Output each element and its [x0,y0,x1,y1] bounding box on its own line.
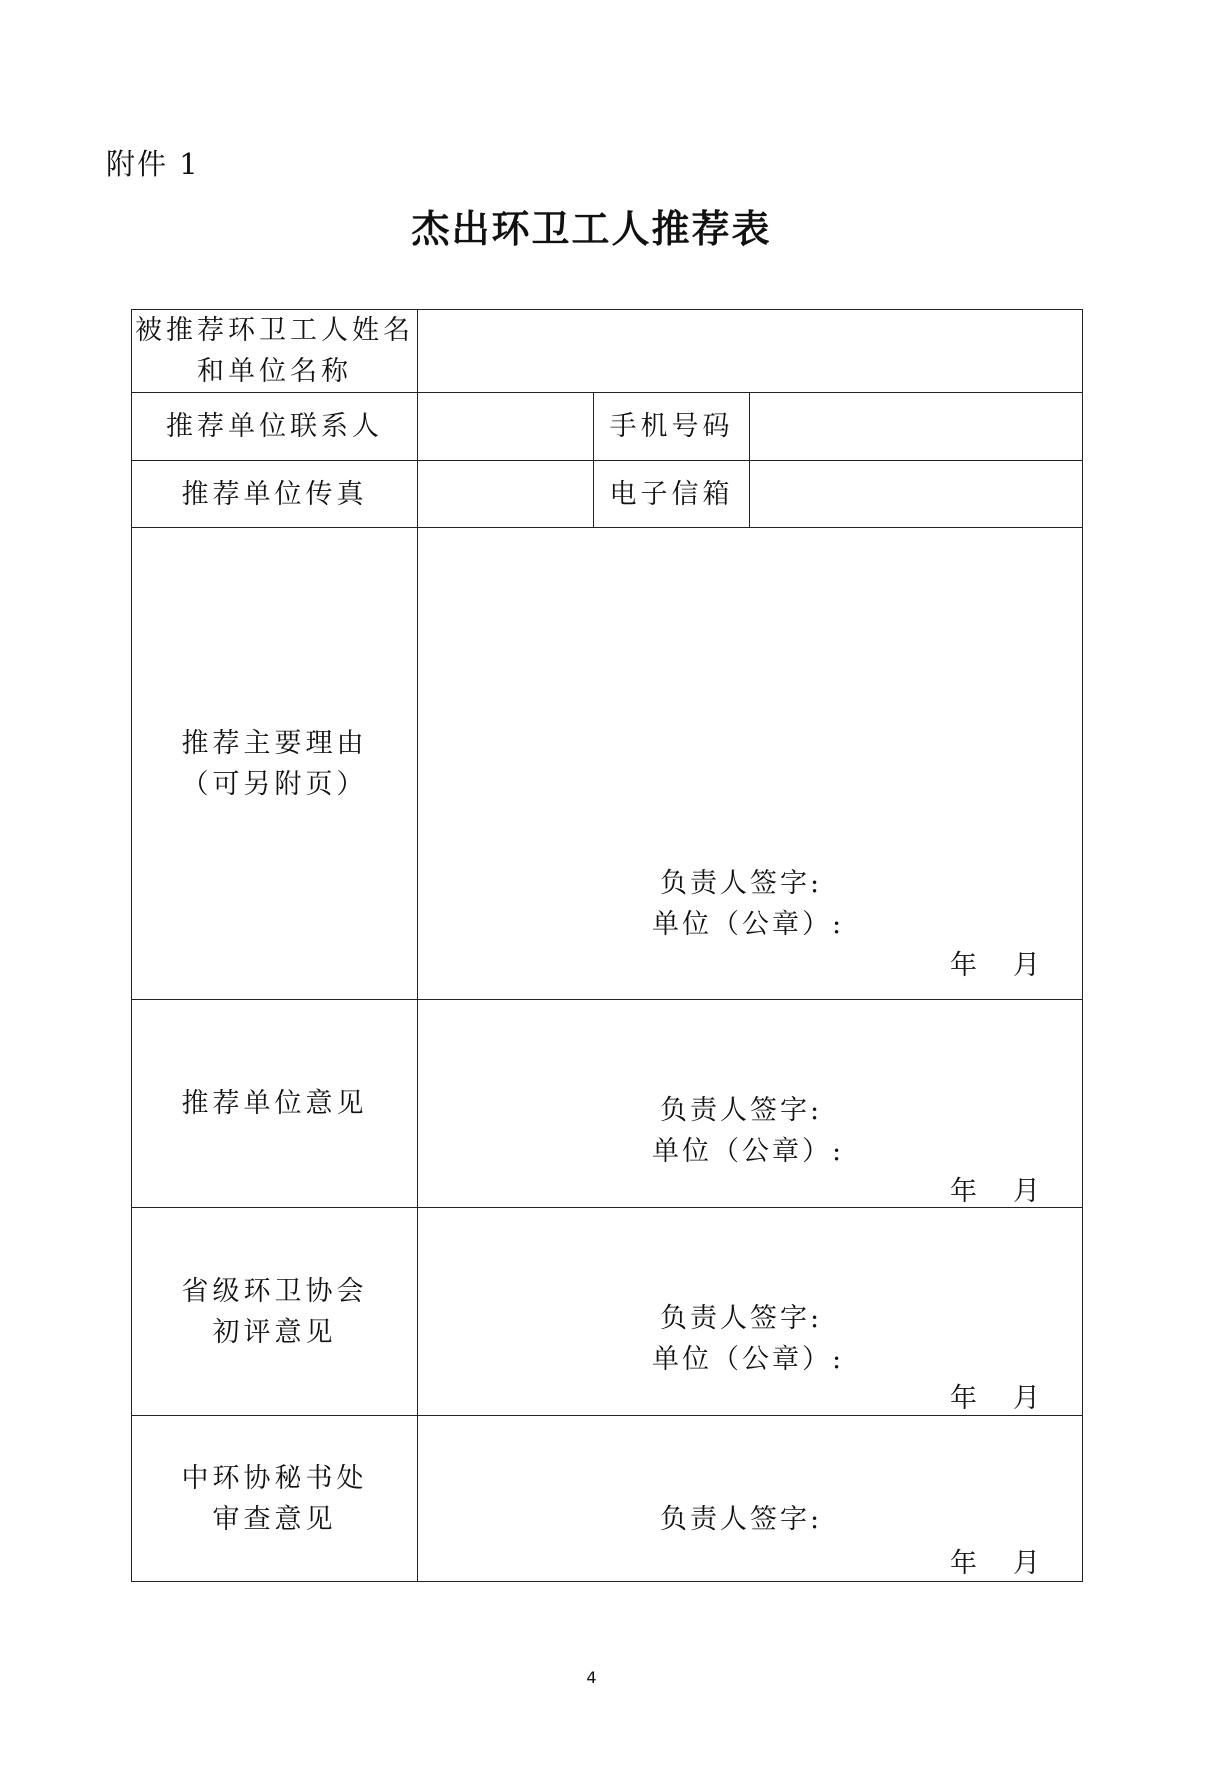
reasons-label-line2: （可另附页） [181,768,368,800]
reasons-date-year: 年 [950,950,980,981]
reasons-date [950,943,1042,982]
document-title: 杰出环卫工人推荐表 [411,207,772,251]
name-unit-value-field[interactable] [418,310,1083,393]
phone-label: 手机号码 [594,393,750,461]
reasons-label-line1: 推荐主要理由 [181,727,368,759]
name-unit-label-line1: 被推荐环卫工人姓名 [135,315,414,346]
unit-opinion-seal-label: 单位（公章）: [652,1136,845,1167]
unit-opinion-date-year: 年 [950,1176,980,1207]
unit-opinion-date-month: 月 [1013,1176,1043,1207]
unit-opinion-signature-label: 负责人签字: [660,1095,823,1126]
phone-value-field[interactable] [750,393,1083,461]
provincial-date-month: 月 [1013,1383,1043,1414]
recommendation-form-table [131,309,1083,1582]
provincial-signature-block [652,1298,844,1380]
contact-label: 推荐单位联系人 [132,393,418,461]
secretariat-label-line1: 中环协秘书处 [181,1462,368,1494]
row-reasons [132,528,1083,1000]
unit-opinion-date [950,1169,1042,1208]
page-number: 4 [586,1668,597,1687]
attachment-label: 附件 1 [106,147,200,181]
reasons-signature-label: 负责人签字: [660,868,823,899]
contact-value-field[interactable] [418,393,594,461]
provincial-content-field[interactable] [418,1208,1083,1416]
fax-label: 推荐单位传真 [132,461,418,528]
secretariat-label-line2: 审查意见 [212,1503,337,1535]
secretariat-signature-block [652,1499,822,1540]
row-fax [132,461,1083,528]
provincial-seal-label: 单位（公章）: [652,1344,845,1375]
email-value-field[interactable] [750,461,1083,528]
secretariat-signature-label: 负责人签字: [660,1504,823,1535]
secretariat-date [950,1541,1042,1580]
email-label: 电子信箱 [594,461,750,528]
row-provincial [132,1208,1083,1416]
unit-opinion-label: 推荐单位意见 [132,1000,418,1208]
name-unit-label-cell [132,310,418,393]
row-unit-opinion [132,1000,1083,1208]
provincial-label-line2: 初评意见 [212,1316,337,1348]
name-unit-label-line2: 和单位名称 [197,356,352,387]
provincial-signature-label: 负责人签字: [660,1303,823,1334]
secretariat-date-year: 年 [950,1548,980,1579]
secretariat-date-month: 月 [1013,1548,1043,1579]
secretariat-label-cell [132,1416,418,1582]
fax-value-field[interactable] [418,461,594,528]
provincial-date-year: 年 [950,1383,980,1414]
reasons-content-field[interactable] [418,528,1083,1000]
row-name-unit [132,310,1083,393]
row-secretariat [132,1416,1083,1582]
provincial-label-line1: 省级环卫协会 [181,1275,368,1307]
secretariat-content-field[interactable] [418,1416,1083,1582]
reasons-signature-block [652,863,844,945]
unit-opinion-content-field[interactable] [418,1000,1083,1208]
reasons-date-month: 月 [1013,950,1043,981]
unit-opinion-signature-block [652,1090,844,1172]
reasons-label-cell [132,528,418,1000]
provincial-date [950,1376,1042,1415]
row-contact [132,393,1083,461]
provincial-label-cell [132,1208,418,1416]
reasons-seal-label: 单位（公章）: [652,909,845,940]
